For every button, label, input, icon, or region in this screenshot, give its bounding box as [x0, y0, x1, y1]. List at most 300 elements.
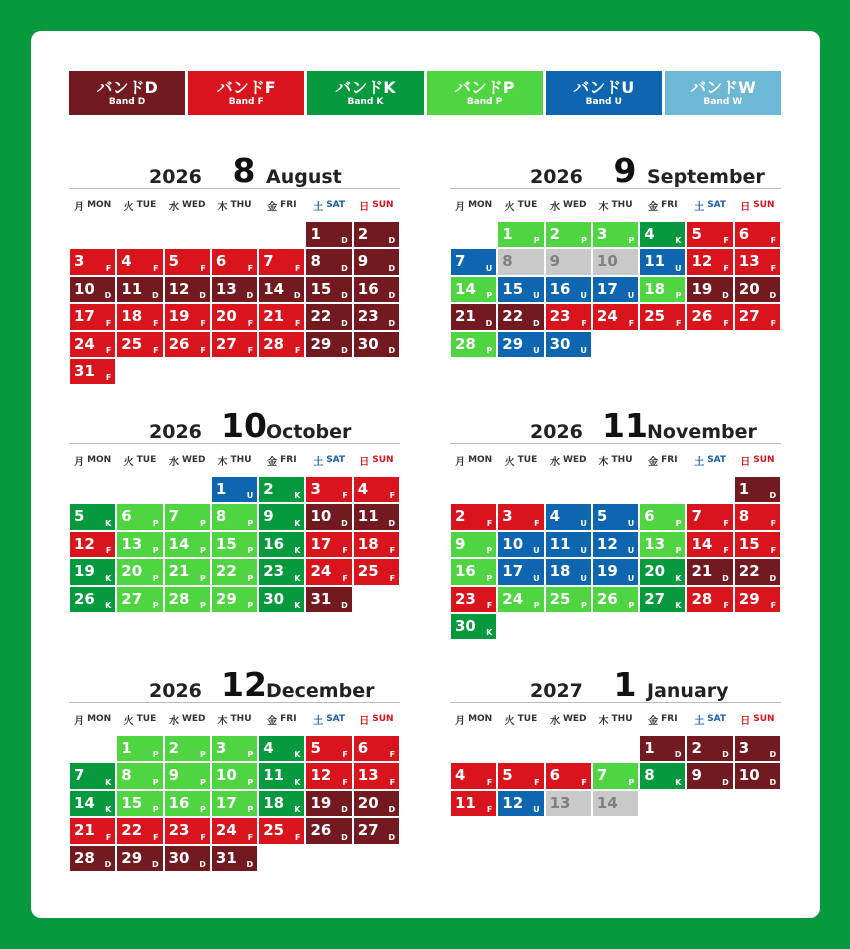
- band-code: D: [341, 236, 348, 246]
- day-number: 25: [263, 821, 285, 840]
- day-cell: [592, 221, 639, 248]
- day-number: 27: [215, 334, 237, 353]
- day-cell: [258, 476, 305, 503]
- day-number: 29: [738, 589, 760, 608]
- band-code: F: [676, 318, 682, 328]
- weekday-jp: 金: [267, 715, 278, 727]
- band-code: F: [723, 518, 729, 528]
- weekday-en: MON: [468, 200, 493, 210]
- day-cell: [116, 503, 163, 530]
- day-cell: [545, 248, 592, 275]
- band-code: D: [532, 318, 540, 328]
- day-grid: [450, 476, 781, 640]
- day-cell: [69, 762, 116, 789]
- band-code: F: [342, 573, 348, 583]
- day-cell: [211, 276, 258, 303]
- weekday-wed: [545, 198, 592, 213]
- band-code: D: [246, 859, 254, 869]
- day-cell: [545, 276, 592, 303]
- band-code: F: [389, 750, 396, 760]
- day-cell: [116, 248, 163, 275]
- empty-cell: [592, 735, 639, 762]
- band-code: U: [533, 291, 540, 301]
- day-cell: [545, 762, 592, 789]
- band-code: D: [769, 750, 777, 760]
- band-code: P: [675, 546, 682, 556]
- weekday-jp: 日: [359, 715, 370, 727]
- day-cell: [592, 558, 639, 585]
- day-number: 17: [74, 307, 95, 326]
- day-number: 18: [357, 534, 379, 553]
- day-cell: [686, 276, 733, 303]
- empty-cell: [450, 735, 497, 762]
- weekday-en: TUE: [517, 200, 538, 210]
- day-cell: [258, 735, 305, 762]
- weekday-en: FRI: [661, 200, 678, 210]
- band-code: U: [627, 291, 635, 301]
- band-code: D: [485, 318, 493, 328]
- day-number: 15: [121, 793, 143, 812]
- band-code: P: [628, 236, 635, 246]
- month-name: August: [266, 166, 342, 188]
- day-number: 22: [502, 307, 524, 326]
- band-code: P: [247, 750, 254, 760]
- band-code: D: [674, 750, 682, 760]
- day-number: 13: [121, 534, 143, 553]
- band-code: D: [388, 518, 396, 528]
- band-code: P: [486, 573, 493, 583]
- day-cell: [116, 558, 163, 585]
- weekday-en: THU: [611, 714, 633, 724]
- band-code: K: [105, 600, 112, 610]
- day-cell: [639, 221, 686, 248]
- day-cell: [497, 303, 544, 330]
- day-cell: [164, 817, 211, 844]
- day-cell: [69, 303, 116, 330]
- day-cell: [545, 531, 592, 558]
- day-number: 29: [310, 334, 332, 353]
- band-code: U: [580, 546, 587, 556]
- day-number: 20: [121, 562, 143, 581]
- day-cell: [592, 276, 639, 303]
- day-grid: [69, 476, 400, 613]
- band-code: F: [486, 805, 493, 815]
- band-code: F: [723, 546, 729, 556]
- day-cell: [164, 586, 211, 613]
- band-code: F: [389, 573, 396, 583]
- day-cell: [592, 531, 639, 558]
- day-number: 23: [357, 307, 379, 326]
- band-code: D: [388, 291, 396, 301]
- day-number: 15: [215, 534, 237, 553]
- band-code: D: [769, 491, 777, 501]
- weekday-jp: 月: [455, 715, 466, 727]
- weekday-en: WED: [562, 714, 587, 724]
- day-cell: [116, 790, 163, 817]
- weekday-mon: [69, 198, 116, 213]
- band-code: P: [486, 345, 493, 355]
- day-number: 29: [215, 589, 237, 608]
- weekday-mon: [450, 453, 497, 468]
- weekday-en: SUN: [372, 714, 394, 724]
- day-number: 28: [74, 848, 95, 867]
- empty-cell: [211, 221, 258, 248]
- band-code: D: [199, 859, 206, 869]
- weekday-sat: [305, 712, 352, 727]
- day-cell: [353, 331, 400, 358]
- empty-cell: [497, 476, 544, 503]
- day-number: 21: [455, 307, 476, 326]
- day-cell: [116, 817, 163, 844]
- band-code: K: [294, 491, 301, 501]
- band-code: D: [341, 518, 348, 528]
- day-cell: [639, 531, 686, 558]
- day-number: 12: [310, 766, 332, 785]
- day-cell: [686, 248, 733, 275]
- day-number: 11: [263, 766, 285, 785]
- weekday-sun: [353, 198, 400, 213]
- month-header: [69, 658, 400, 702]
- day-cell: [258, 790, 305, 817]
- day-cell: [164, 331, 211, 358]
- weekday-tue: [116, 453, 163, 468]
- band-code: D: [388, 318, 396, 328]
- day-number: 14: [455, 279, 476, 298]
- day-cell: [686, 558, 733, 585]
- weekday-mon: [450, 198, 497, 213]
- legend-band-p: [427, 71, 543, 115]
- weekday-en: SUN: [372, 455, 394, 465]
- band-code: F: [581, 777, 587, 787]
- day-number: 11: [121, 279, 143, 298]
- day-cell: [353, 558, 400, 585]
- day-cell: [450, 531, 497, 558]
- day-cell: [545, 503, 592, 530]
- day-cell: [69, 790, 116, 817]
- day-number: 7: [596, 766, 608, 785]
- day-number: 2: [357, 225, 369, 243]
- day-cell: [592, 503, 639, 530]
- day-cell: [734, 303, 781, 330]
- band-code: P: [200, 750, 206, 760]
- day-number: 15: [310, 279, 332, 298]
- weekday-thu: [592, 198, 639, 213]
- day-number: 3: [74, 252, 85, 271]
- band-code: F: [105, 345, 112, 355]
- day-cell: [450, 503, 497, 530]
- day-cell: [353, 303, 400, 330]
- weekday-jp: 火: [504, 456, 515, 468]
- day-cell: [450, 613, 497, 640]
- day-number: 16: [549, 279, 571, 298]
- day-cell: [305, 476, 352, 503]
- day-cell: [734, 531, 781, 558]
- band-code: D: [769, 777, 777, 787]
- day-number: 22: [215, 562, 237, 581]
- month-header: [450, 399, 781, 443]
- day-cell: [258, 817, 305, 844]
- day-number: 9: [263, 507, 274, 526]
- day-cell: [164, 303, 211, 330]
- weekday-tue: [497, 198, 544, 213]
- day-number: 16: [455, 562, 476, 581]
- day-number: 23: [168, 821, 190, 840]
- month-year: 2026: [149, 421, 202, 443]
- day-cell: [305, 735, 352, 762]
- day-cell: [69, 845, 116, 872]
- band-code: F: [770, 263, 777, 273]
- weekday-en: FRI: [661, 455, 678, 465]
- weekday-jp: 日: [740, 201, 751, 213]
- day-number: 3: [310, 480, 321, 498]
- day-number: 26: [691, 307, 713, 326]
- legend-en-label: Band K: [347, 96, 384, 107]
- band-code: F: [105, 373, 112, 383]
- day-cell: [734, 735, 781, 762]
- day-number: 28: [263, 334, 285, 353]
- month-name: September: [647, 166, 765, 188]
- band-code: D: [722, 573, 729, 583]
- day-cell: [450, 762, 497, 789]
- weekday-header: [450, 703, 781, 735]
- day-cell: [305, 817, 352, 844]
- band-code: P: [628, 600, 635, 610]
- band-code: P: [247, 805, 254, 815]
- band-code: F: [342, 491, 348, 501]
- weekday-jp: 金: [648, 715, 659, 727]
- month-august: [69, 144, 400, 385]
- day-number: 4: [121, 252, 132, 271]
- band-code: F: [200, 345, 206, 355]
- weekday-header: [69, 189, 400, 221]
- day-cell: [497, 762, 544, 789]
- day-cell: [497, 558, 544, 585]
- month-header: [69, 144, 400, 188]
- band-code: F: [389, 777, 396, 787]
- day-cell: [734, 762, 781, 789]
- day-number: 12: [168, 279, 190, 298]
- weekday-en: MON: [87, 455, 112, 465]
- day-cell: [734, 558, 781, 585]
- weekday-thu: [211, 198, 258, 213]
- weekday-mon: [450, 712, 497, 727]
- weekday-jp: 火: [123, 201, 134, 213]
- band-code: D: [341, 600, 348, 610]
- band-code: P: [247, 573, 254, 583]
- day-cell: [164, 735, 211, 762]
- day-number: 25: [357, 562, 379, 581]
- weekday-en: MON: [87, 200, 112, 210]
- band-code: F: [247, 263, 254, 273]
- weekday-en: THU: [611, 200, 633, 210]
- band-code: K: [105, 805, 112, 815]
- band-code: U: [627, 546, 635, 556]
- day-number: 30: [263, 589, 285, 608]
- month-november: [450, 399, 781, 640]
- day-number: 22: [738, 562, 760, 581]
- band-code: F: [486, 518, 493, 528]
- band-code: K: [675, 600, 682, 610]
- day-cell: [450, 248, 497, 275]
- day-cell: [639, 303, 686, 330]
- legend-jp-label: バンドK: [335, 77, 396, 97]
- band-code: K: [294, 546, 301, 556]
- weekday-jp: 土: [694, 201, 705, 213]
- band-code: K: [486, 628, 493, 638]
- day-grid: [450, 735, 781, 817]
- day-number: 6: [644, 507, 655, 526]
- band-code: P: [247, 546, 254, 556]
- weekday-jp: 水: [549, 715, 560, 727]
- day-cell: [639, 248, 686, 275]
- day-cell: [258, 531, 305, 558]
- weekday-en: WED: [181, 455, 206, 465]
- band-code: P: [247, 777, 254, 787]
- band-code: F: [200, 318, 206, 328]
- day-number: 9: [549, 252, 561, 271]
- band-code: D: [104, 291, 112, 301]
- day-cell: [353, 503, 400, 530]
- band-code: F: [770, 236, 777, 246]
- day-number: 19: [691, 279, 713, 298]
- weekday-fri: [258, 198, 305, 213]
- day-number: 31: [310, 589, 332, 608]
- day-number: 4: [263, 739, 274, 757]
- band-code: D: [722, 291, 729, 301]
- weekday-en: WED: [562, 200, 587, 210]
- band-code: P: [200, 573, 206, 583]
- band-code: D: [341, 345, 348, 355]
- band-code: K: [294, 518, 301, 528]
- day-number: 23: [455, 589, 476, 608]
- weekday-sun: [734, 712, 781, 727]
- day-cell: [686, 221, 733, 248]
- band-code: D: [151, 291, 159, 301]
- day-number: 16: [263, 534, 285, 553]
- band-code: U: [533, 573, 540, 583]
- month-number: 1: [613, 665, 637, 704]
- month-october: [69, 399, 400, 613]
- day-cell: [305, 248, 352, 275]
- band-code: P: [152, 750, 159, 760]
- day-cell: [211, 762, 258, 789]
- band-code: F: [105, 318, 112, 328]
- band-code: D: [722, 750, 729, 760]
- day-cell: [305, 558, 352, 585]
- month-name: December: [266, 680, 375, 702]
- weekday-jp: 土: [313, 456, 324, 468]
- month-year: 2026: [530, 421, 583, 443]
- day-number: 5: [596, 507, 608, 526]
- weekday-en: SAT: [326, 714, 346, 724]
- band-code: F: [723, 236, 729, 246]
- day-number: 3: [215, 739, 227, 757]
- legend-jp-label: バンドW: [690, 77, 756, 97]
- band-code: D: [388, 345, 396, 355]
- weekday-en: FRI: [280, 200, 297, 210]
- day-number: 10: [310, 507, 332, 526]
- weekday-en: WED: [181, 714, 206, 724]
- day-cell: [639, 558, 686, 585]
- day-number: 15: [738, 534, 760, 553]
- day-number: 26: [74, 589, 95, 608]
- legend-jp-label: バンドU: [573, 77, 635, 97]
- day-cell: [686, 503, 733, 530]
- day-number: 1: [738, 480, 750, 498]
- day-number: 20: [215, 307, 237, 326]
- day-number: 17: [596, 279, 618, 298]
- weekday-en: MON: [468, 714, 493, 724]
- band-code: F: [486, 600, 493, 610]
- day-number: 13: [357, 766, 379, 785]
- weekday-en: SAT: [707, 200, 727, 210]
- day-number: 11: [549, 534, 571, 553]
- weekday-jp: 水: [168, 456, 179, 468]
- day-number: 19: [74, 562, 95, 581]
- day-number: 4: [455, 766, 466, 785]
- band-code: U: [533, 546, 540, 556]
- day-cell: [164, 790, 211, 817]
- empty-cell: [639, 476, 686, 503]
- day-cell: [686, 531, 733, 558]
- day-cell: [69, 276, 116, 303]
- weekday-sat: [305, 453, 352, 468]
- day-cell: [353, 735, 400, 762]
- day-cell: [69, 331, 116, 358]
- weekday-sat: [305, 198, 352, 213]
- empty-cell: [545, 476, 592, 503]
- band-code: U: [627, 518, 635, 528]
- legend-band-w: [665, 71, 781, 115]
- band-code: P: [486, 291, 493, 301]
- band-code: P: [152, 546, 159, 556]
- day-cell: [497, 221, 544, 248]
- day-cell: [353, 531, 400, 558]
- day-cell: [211, 845, 258, 872]
- day-number: 21: [74, 821, 95, 840]
- day-number: 8: [644, 766, 655, 785]
- day-grid: [69, 735, 400, 872]
- day-cell: [258, 248, 305, 275]
- day-number: 20: [644, 562, 666, 581]
- weekday-jp: 火: [504, 715, 515, 727]
- day-cell: [211, 503, 258, 530]
- day-number: 10: [738, 766, 760, 785]
- day-cell: [164, 503, 211, 530]
- day-cell: [305, 531, 352, 558]
- day-cell: [545, 558, 592, 585]
- day-number: 6: [549, 766, 561, 785]
- band-code: F: [105, 546, 112, 556]
- weekday-en: SAT: [707, 714, 727, 724]
- weekday-jp: 月: [74, 715, 85, 727]
- weekday-en: FRI: [661, 714, 678, 724]
- day-cell: [305, 503, 352, 530]
- day-number: 12: [596, 534, 618, 553]
- band-code: P: [675, 291, 682, 301]
- band-code: P: [533, 600, 540, 610]
- month-number: 9: [613, 151, 637, 190]
- day-number: 26: [310, 821, 332, 840]
- day-cell: [497, 790, 544, 817]
- weekday-jp: 木: [598, 201, 609, 213]
- band-code: F: [153, 832, 159, 842]
- day-number: 8: [738, 507, 750, 526]
- band-code: P: [628, 777, 635, 787]
- weekday-sun: [734, 453, 781, 468]
- weekday-thu: [592, 712, 639, 727]
- weekday-jp: 木: [217, 456, 228, 468]
